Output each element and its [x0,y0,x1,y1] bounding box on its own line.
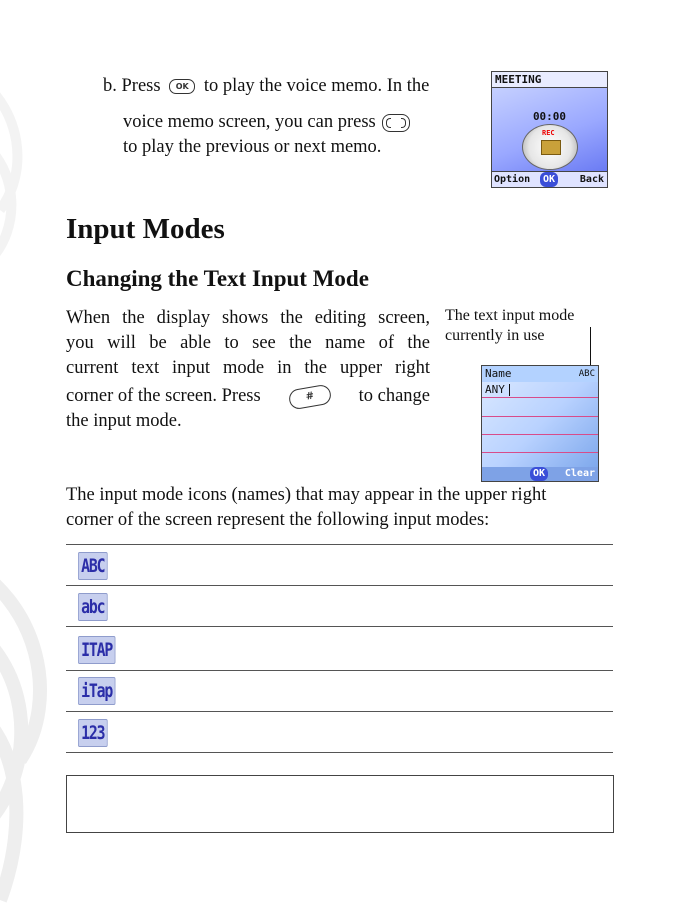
softkey-option: Option [494,174,531,185]
memo-time: 00:00 [532,110,567,123]
step-b-line1 [103,74,483,99]
softkey-back: Back [579,174,604,185]
ruled-line [482,397,598,398]
edit-text-area [482,382,598,468]
play-icon [541,140,561,155]
ruled-line [482,452,598,453]
abc-lower-mode-icon: abc [78,593,108,621]
table-row [66,670,613,711]
ruled-line [482,416,598,417]
para2 [66,483,626,533]
ruled-line [482,434,598,435]
section-title: Input Modes [66,213,225,245]
callout-line2: currently in use [445,327,545,344]
step-b-line2-text: voice memo screen, you can press [123,112,376,132]
table-row [66,585,613,626]
callout-text [445,306,574,346]
nav-key-icon [382,114,410,132]
rec-label: REC [542,129,555,137]
text-cursor [509,384,510,396]
para2-line1: The input mode icons (names) that may appear in the upper right [66,485,547,505]
subsection-title: Changing the Text Input Mode [66,266,369,291]
step-b-line2 [123,110,483,135]
memo-softkeys [492,171,607,187]
memo-title: MEETING [492,72,608,88]
table-row [66,626,613,670]
edit-softkey-clear: Clear [564,468,595,479]
step-b-prefix: b. Press [103,76,161,96]
edit-softkeys [482,467,598,481]
edit-text-value: ANY [485,383,505,396]
ok-key-icon: OK [169,79,195,94]
table-row [66,544,613,585]
itap-mixed-mode-icon: iTap [78,677,115,705]
edit-header [482,366,598,382]
para1-line2: you will be able to see the name of the [66,333,430,353]
hash-key-icon: # [287,383,332,410]
para1-line4a: corner of the screen. Press [66,386,261,406]
para1 [66,306,430,434]
itap-upper-mode-icon: ITAP [78,636,115,664]
table-rule [66,752,613,753]
para2-line2: corner of the screen represent the following input modes: [66,510,490,530]
softkey-ok: OK [540,172,558,187]
table-row [66,711,613,752]
edit-field-label: Name [485,367,512,380]
para1-line3: current text input mode in the upper right [66,358,430,378]
step-b-line3: to play the previous or next memo. [123,137,382,157]
para1-line4b: to change [358,386,430,406]
numeric-mode-icon: 123 [78,719,108,747]
voice-memo-screen [491,71,608,188]
edit-softkey-ok: OK [530,467,548,481]
memo-dial-icon [522,124,578,170]
note-box [66,775,614,833]
step-b-line1-text: to play the voice memo. In the [203,76,430,96]
callout-line1: The text input mode [445,307,575,324]
input-mode-indicator: ABC [578,369,595,379]
para1-line4 [66,384,430,409]
abc-upper-mode-icon: ABC [78,552,108,580]
edit-screen [481,365,599,482]
para1-line1: When the display shows the editing screen, [66,308,430,328]
para1-line5: the input mode. [66,411,182,431]
